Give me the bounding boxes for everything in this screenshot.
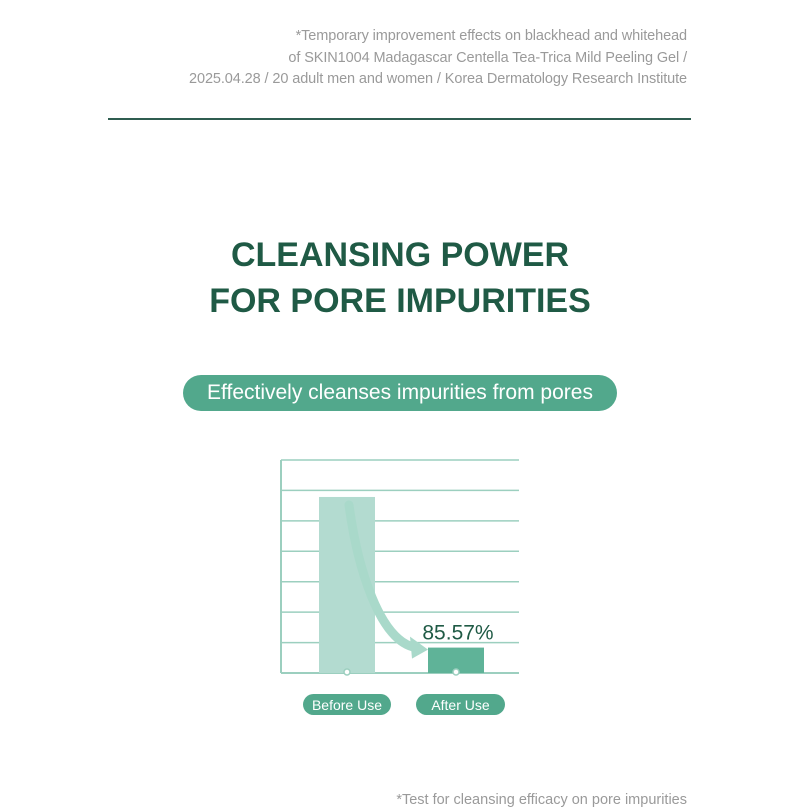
after-use-value-label: 85.57%: [422, 621, 494, 645]
title-line-1: CLEANSING POWER: [230, 236, 570, 274]
benefit-pill: Effectively cleanses impurities from pores: [183, 375, 617, 411]
footnote-line-3: 2025.04.28 / 20 adult men and women / Korea Dermatology Research Institute: [189, 71, 687, 87]
test-footnote: *Test for cleansing efficacy on pore impurities: [396, 792, 687, 808]
footnote-line-1: *Temporary improvement effects on blackhead and whitehead: [295, 28, 687, 44]
after-use-label: After Use: [431, 697, 490, 713]
before-use-label: Before Use: [311, 697, 383, 713]
after-use-marker: [453, 669, 459, 675]
footnote-line-2: of SKIN1004 Madagascar Centella Tea-Trica Mild Peeling Gel /: [288, 49, 687, 66]
before-use-marker: [344, 669, 350, 675]
title-line-2: FOR PORE IMPURITIES: [209, 282, 591, 320]
